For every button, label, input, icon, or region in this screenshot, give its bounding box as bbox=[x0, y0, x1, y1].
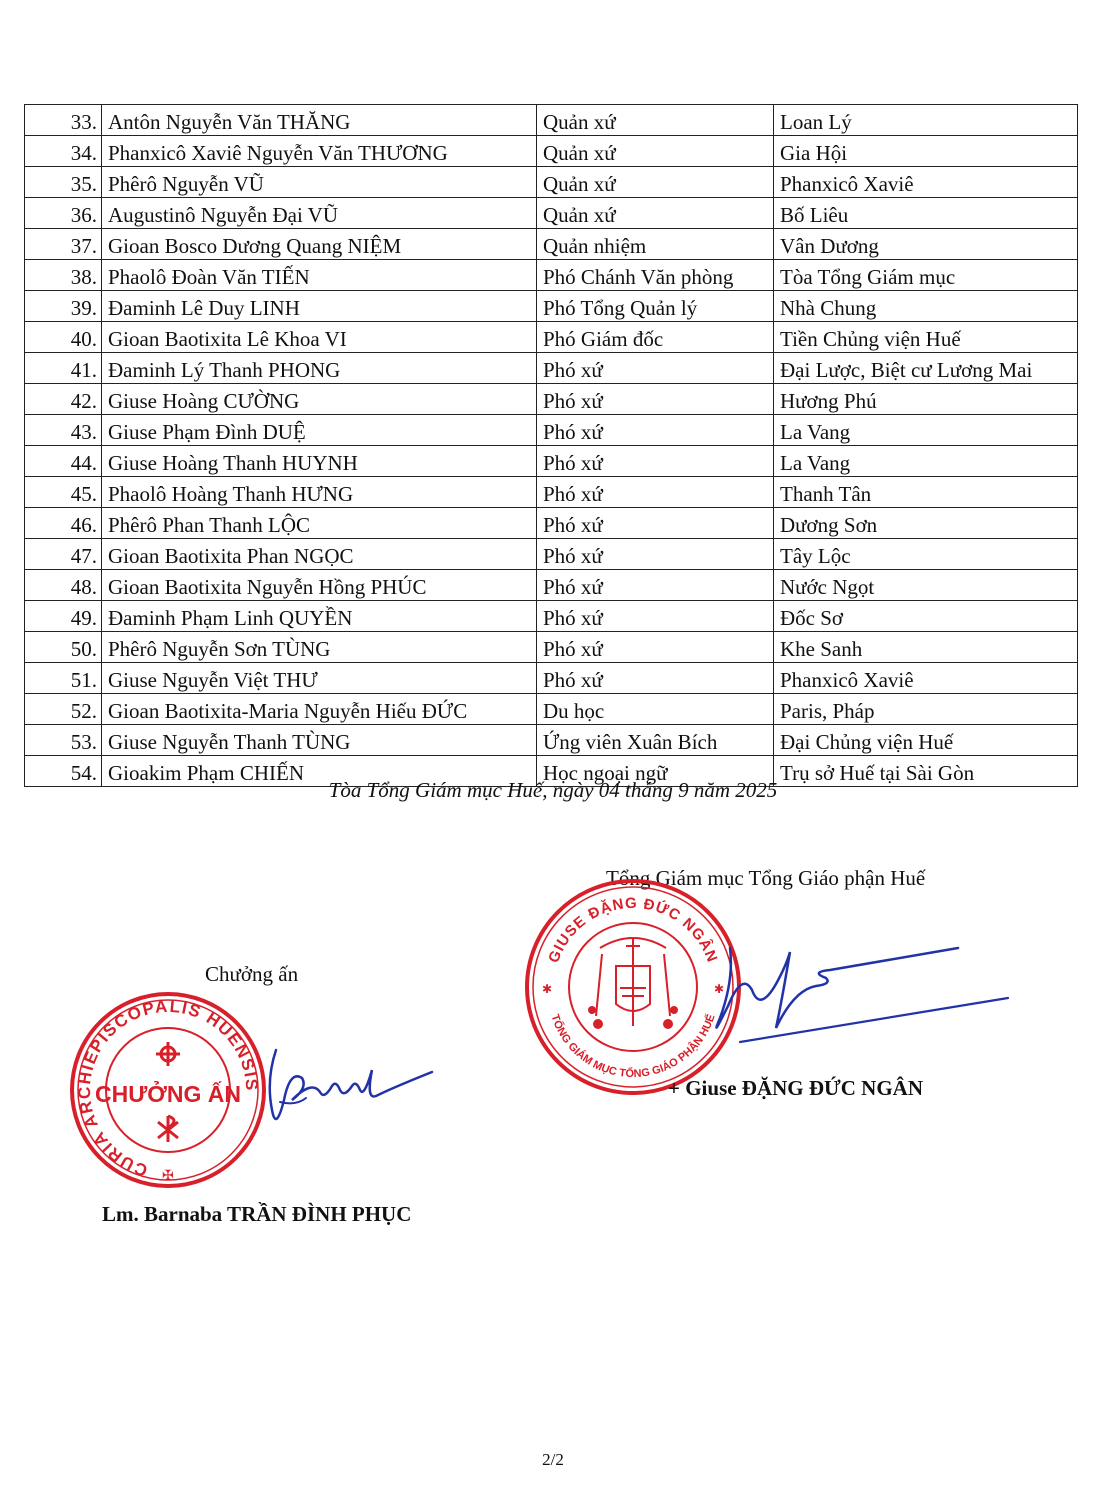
table-row bbox=[25, 229, 1078, 260]
archbishop-title: Tổng Giám mục Tổng Giáo phận Huế bbox=[606, 866, 926, 890]
clergy-assignment-table bbox=[24, 104, 1078, 787]
priest-name-cell: Gioan Bosco Dương Quang NIỆM bbox=[102, 229, 537, 260]
role-cell: Phó xứ bbox=[537, 415, 774, 446]
curia-seal-center-text: CHƯỞNG ẤN bbox=[94, 1081, 242, 1107]
place-cell: Nhà Chung bbox=[774, 291, 1078, 322]
role-cell: Học ngoại ngữ bbox=[537, 756, 774, 787]
row-number: 51. bbox=[25, 663, 102, 694]
table-row bbox=[25, 446, 1078, 477]
table-row bbox=[25, 477, 1078, 508]
curia-seal-outer-text: CURIA ARCHIEPISCOPALIS HUENSIS bbox=[74, 996, 262, 1180]
priest-name-cell: Giuse Phạm Đình DUỆ bbox=[102, 415, 537, 446]
table-row bbox=[25, 539, 1078, 570]
priest-name-cell: Phêrô Nguyễn VŨ bbox=[102, 167, 537, 198]
table-row bbox=[25, 136, 1078, 167]
row-number: 43. bbox=[25, 415, 102, 446]
place-cell: Đại Chủng viện Huế bbox=[774, 725, 1078, 756]
priest-name-cell: Đaminh Phạm Linh QUYỀN bbox=[102, 601, 537, 632]
row-number: 54. bbox=[25, 756, 102, 787]
place-cell: Gia Hội bbox=[774, 136, 1078, 167]
role-cell: Du học bbox=[537, 694, 774, 725]
table-body bbox=[25, 105, 1078, 787]
priest-name-cell: Gioan Baotixita Nguyễn Hồng PHÚC bbox=[102, 570, 537, 601]
seal-keeper-signature bbox=[236, 1040, 446, 1150]
table-row bbox=[25, 663, 1078, 694]
place-cell: Tây Lộc bbox=[774, 539, 1078, 570]
row-number: 46. bbox=[25, 508, 102, 539]
role-cell: Quản xứ bbox=[537, 198, 774, 229]
role-cell: Phó xứ bbox=[537, 446, 774, 477]
place-cell: Tòa Tổng Giám mục bbox=[774, 260, 1078, 291]
table-row bbox=[25, 105, 1078, 136]
row-number: 52. bbox=[25, 694, 102, 725]
table-row bbox=[25, 725, 1078, 756]
role-cell: Phó xứ bbox=[537, 384, 774, 415]
page-number: 2/2 bbox=[542, 1450, 564, 1469]
row-number: 47. bbox=[25, 539, 102, 570]
row-number: 39. bbox=[25, 291, 102, 322]
row-number: 34. bbox=[25, 136, 102, 167]
role-cell: Phó xứ bbox=[537, 508, 774, 539]
row-number: 45. bbox=[25, 477, 102, 508]
cross-icon bbox=[156, 1042, 180, 1066]
seal-keeper-name: Lm. Barnaba TRẦN ĐÌNH PHỤC bbox=[102, 1202, 412, 1226]
place-cell: Phanxicô Xaviê bbox=[774, 167, 1078, 198]
priest-name-cell: Gioan Baotixita-Maria Nguyễn Hiếu ĐỨC bbox=[102, 694, 537, 725]
row-number: 44. bbox=[25, 446, 102, 477]
row-number: 38. bbox=[25, 260, 102, 291]
place-cell: Trụ sở Huế tại Sài Gòn bbox=[774, 756, 1078, 787]
place-cell: Tiền Chủng viện Huế bbox=[774, 322, 1078, 353]
priest-name-cell: Đaminh Lê Duy LINH bbox=[102, 291, 537, 322]
role-cell: Ứng viên Xuân Bích bbox=[537, 725, 774, 756]
role-cell: Phó Chánh Văn phòng bbox=[537, 260, 774, 291]
svg-text:✱: ✱ bbox=[542, 982, 553, 996]
role-cell: Phó xứ bbox=[537, 539, 774, 570]
svg-text:✱: ✱ bbox=[714, 982, 725, 996]
svg-text:✠: ✠ bbox=[162, 1168, 174, 1184]
priest-name-cell: Giuse Hoàng CƯỜNG bbox=[102, 384, 537, 415]
role-cell: Phó xứ bbox=[537, 570, 774, 601]
priest-name-cell: Phanxicô Xaviê Nguyễn Văn THƯƠNG bbox=[102, 136, 537, 167]
priest-name-cell: Phêrô Phan Thanh LỘC bbox=[102, 508, 537, 539]
archbishop-signature bbox=[690, 930, 1020, 1060]
table-row bbox=[25, 508, 1078, 539]
place-cell: Hương Phú bbox=[774, 384, 1078, 415]
row-number: 42. bbox=[25, 384, 102, 415]
table-row bbox=[25, 694, 1078, 725]
place-cell: Loan Lý bbox=[774, 105, 1078, 136]
role-cell: Quản xứ bbox=[537, 136, 774, 167]
table-row bbox=[25, 353, 1078, 384]
row-number: 48. bbox=[25, 570, 102, 601]
priest-name-cell: Antôn Nguyễn Văn THĂNG bbox=[102, 105, 537, 136]
table-row bbox=[25, 570, 1078, 601]
place-cell: Phanxicô Xaviê bbox=[774, 663, 1078, 694]
role-cell: Phó xứ bbox=[537, 353, 774, 384]
row-number: 33. bbox=[25, 105, 102, 136]
table-row bbox=[25, 601, 1078, 632]
archbishop-seal-top-text: GIUSE ĐẶNG ĐỨC NGÂN bbox=[545, 894, 721, 966]
role-cell: Phó xứ bbox=[537, 632, 774, 663]
role-cell: Phó Tổng Quản lý bbox=[537, 291, 774, 322]
priest-name-cell: Phêrô Nguyễn Sơn TÙNG bbox=[102, 632, 537, 663]
archbishop-seal-bottom-text: TỔNG GIÁM MỤC TỔNG GIÁO PHẬN HUẾ bbox=[548, 1012, 718, 1081]
table-row bbox=[25, 167, 1078, 198]
table-row bbox=[25, 322, 1078, 353]
priest-name-cell: Gioan Baotixita Phan NGỌC bbox=[102, 539, 537, 570]
priest-name-cell: Giuse Hoàng Thanh HUYNH bbox=[102, 446, 537, 477]
row-number: 41. bbox=[25, 353, 102, 384]
place-cell: Paris, Pháp bbox=[774, 694, 1078, 725]
priest-name-cell: Phaolô Đoàn Văn TIẾN bbox=[102, 260, 537, 291]
table-row bbox=[25, 632, 1078, 663]
place-cell: Dương Sơn bbox=[774, 508, 1078, 539]
row-number: 37. bbox=[25, 229, 102, 260]
role-cell: Phó Giám đốc bbox=[537, 322, 774, 353]
priest-name-cell: Gioan Baotixita Lê Khoa VI bbox=[102, 322, 537, 353]
place-cell: Đốc Sơ bbox=[774, 601, 1078, 632]
place-cell: Vân Dương bbox=[774, 229, 1078, 260]
place-cell: Đại Lược, Biệt cư Lương Mai bbox=[774, 353, 1078, 384]
role-cell: Phó xứ bbox=[537, 477, 774, 508]
table-row bbox=[25, 198, 1078, 229]
priest-name-cell: Đaminh Lý Thanh PHONG bbox=[102, 353, 537, 384]
table-row bbox=[25, 415, 1078, 446]
priest-name-cell: Gioakim Phạm CHIẾN bbox=[102, 756, 537, 787]
role-cell: Quản xứ bbox=[537, 105, 774, 136]
coat-of-arms-icon bbox=[589, 938, 677, 1028]
table-row bbox=[25, 291, 1078, 322]
seal-keeper-title: Chưởng ấn bbox=[205, 962, 299, 986]
place-cell: Khe Sanh bbox=[774, 632, 1078, 663]
row-number: 49. bbox=[25, 601, 102, 632]
place-cell: Thanh Tân bbox=[774, 477, 1078, 508]
place-cell: Bố Liêu bbox=[774, 198, 1078, 229]
role-cell: Quản xứ bbox=[537, 167, 774, 198]
date-line: Tòa Tổng Giám mục Huế, ngày 04 tháng 9 năm 2025 bbox=[328, 778, 778, 802]
role-cell: Phó xứ bbox=[537, 663, 774, 694]
archbishop-name: + Giuse ĐẶNG ĐỨC NGÂN bbox=[668, 1076, 924, 1100]
priest-name-cell: Giuse Nguyễn Thanh TÙNG bbox=[102, 725, 537, 756]
table-row bbox=[25, 384, 1078, 415]
place-cell: Nước Ngọt bbox=[774, 570, 1078, 601]
row-number: 40. bbox=[25, 322, 102, 353]
row-number: 53. bbox=[25, 725, 102, 756]
place-cell: La Vang bbox=[774, 446, 1078, 477]
row-number: 36. bbox=[25, 198, 102, 229]
row-number: 50. bbox=[25, 632, 102, 663]
chi-rho-icon bbox=[158, 1116, 178, 1142]
row-number: 35. bbox=[25, 167, 102, 198]
priest-name-cell: Giuse Nguyễn Việt THƯ bbox=[102, 663, 537, 694]
role-cell: Quản nhiệm bbox=[537, 229, 774, 260]
priest-name-cell: Phaolô Hoàng Thanh HƯNG bbox=[102, 477, 537, 508]
role-cell: Phó xứ bbox=[537, 601, 774, 632]
table-row bbox=[25, 260, 1078, 291]
priest-name-cell: Augustinô Nguyễn Đại VŨ bbox=[102, 198, 537, 229]
place-cell: La Vang bbox=[774, 415, 1078, 446]
